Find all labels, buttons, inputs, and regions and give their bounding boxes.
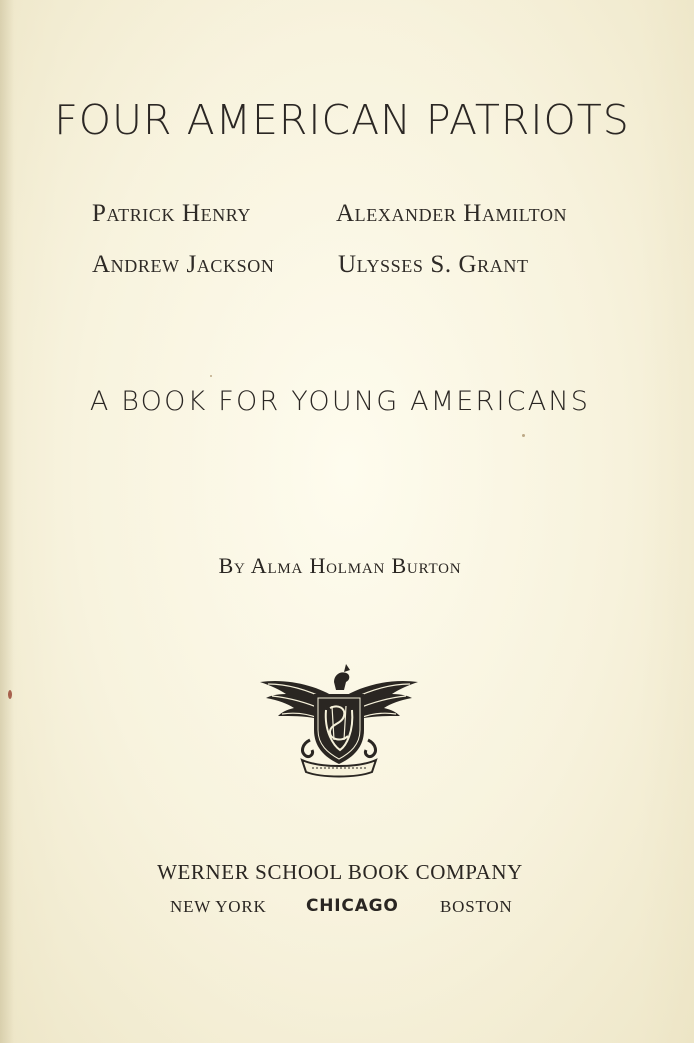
author-line: By Alma Holman Burton bbox=[218, 553, 462, 578]
publisher-emblem bbox=[258, 660, 420, 780]
eagle-monogram-emblem-icon bbox=[258, 660, 420, 780]
patriot-name-4: Ulysses S. Grant bbox=[338, 251, 529, 278]
page-edge-shadow bbox=[0, 0, 14, 1043]
paper-speck bbox=[8, 690, 12, 699]
book-title bbox=[0, 96, 684, 144]
publisher-city-boston: BOSTON bbox=[440, 897, 513, 916]
book-title-text: FOUR AMERICAN PATRIOTS bbox=[54, 96, 630, 144]
patriot-name-2: Alexander Hamilton bbox=[336, 200, 568, 227]
paper-speck bbox=[522, 434, 525, 437]
publisher-city-chicago: CHICAGO bbox=[306, 896, 399, 916]
book-subtitle: A BOOK FOR YOUNG AMERICANS bbox=[89, 386, 591, 417]
publisher-name: WERNER SCHOOL BOOK COMPANY bbox=[157, 860, 523, 884]
patriot-name-3: Andrew Jackson bbox=[92, 251, 275, 278]
paper-speck bbox=[210, 375, 212, 377]
patriot-name-1: Patrick Henry bbox=[92, 200, 252, 227]
publisher-city-new-york: NEW YORK bbox=[170, 897, 267, 916]
